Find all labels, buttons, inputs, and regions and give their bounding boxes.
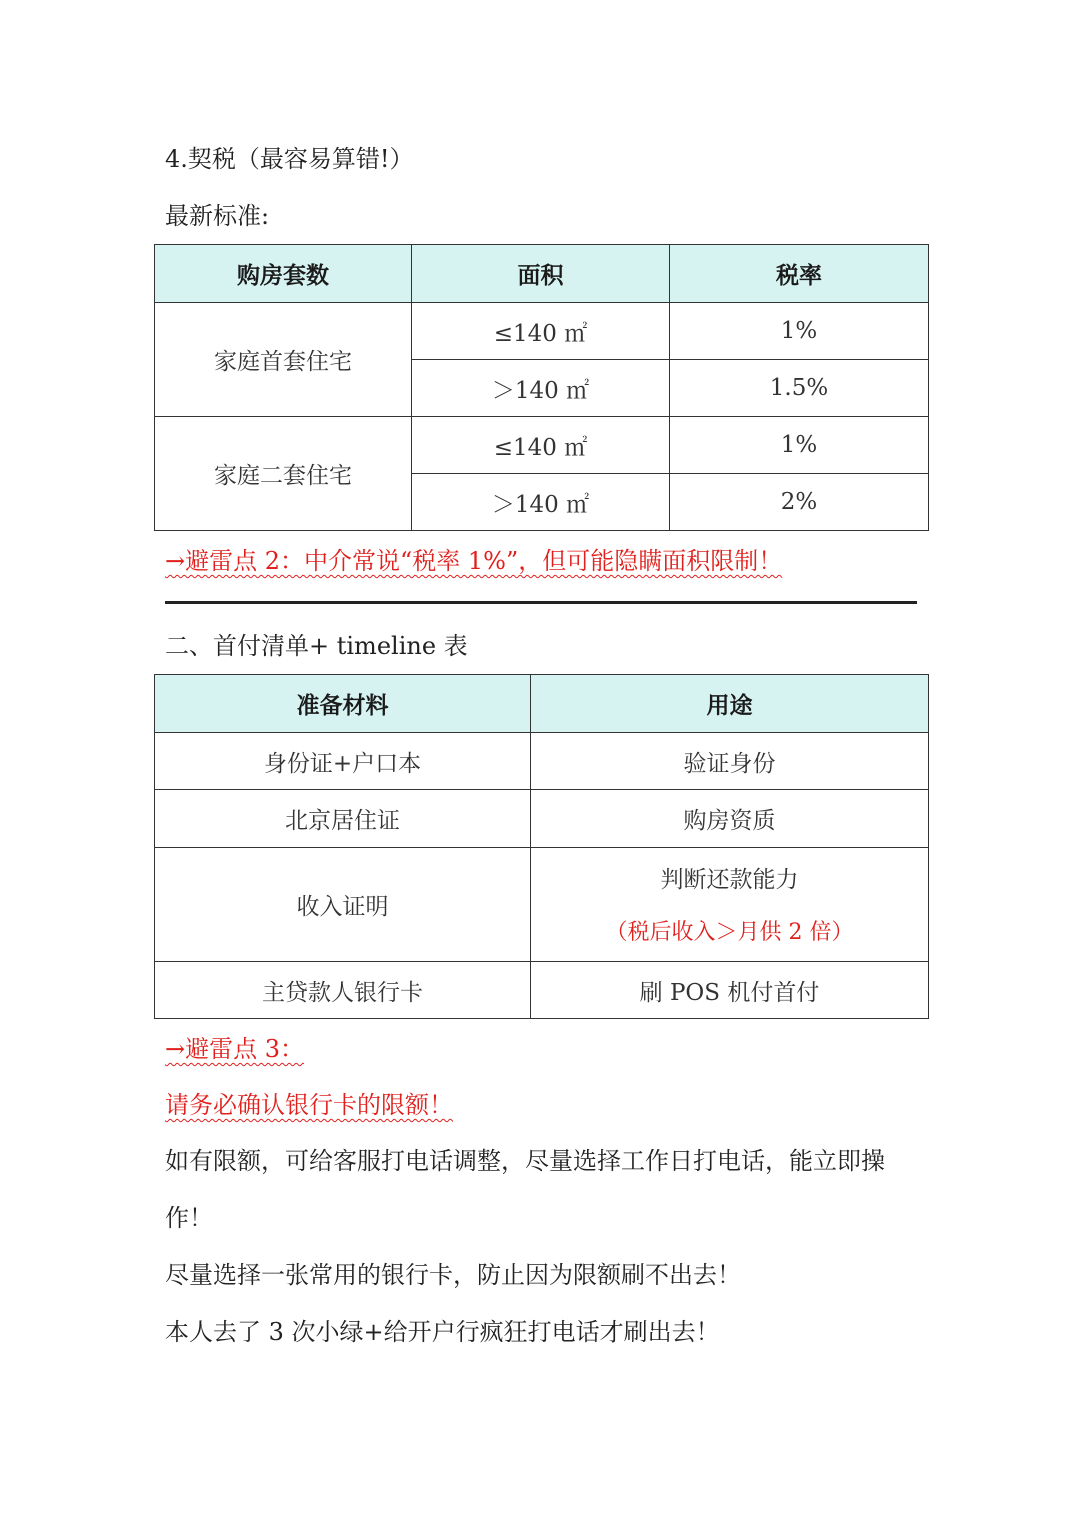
purpose-cell: 购房资质 xyxy=(531,790,929,848)
area-cell: ≤140 ㎡ xyxy=(412,303,670,360)
deed-tax-table xyxy=(154,244,929,531)
area-cell: ＞140 ㎡ xyxy=(412,474,670,531)
paragraph: 尽量选择一张常用的银行卡，防止因为限额刷不出去！ xyxy=(165,1261,741,1289)
header-area: 面积 xyxy=(412,245,670,303)
warning-2: →避雷点 2：中介常说“税率 1%”，但可能隐瞒面积限制！ xyxy=(165,547,783,575)
rate-cell: 1.5% xyxy=(670,360,929,417)
purpose-cell: 验证身份 xyxy=(531,733,929,790)
material-cell: 身份证+户口本 xyxy=(155,733,531,790)
material-cell: 收入证明 xyxy=(155,848,531,962)
purpose-cell: 刷 POS 机付首付 xyxy=(531,962,929,1019)
paragraph: 如有限额，可给客服打电话调整，尽量选择工作日打电话，能立即操 xyxy=(165,1147,885,1175)
header-materials: 准备材料 xyxy=(155,675,531,733)
section-divider xyxy=(165,601,917,604)
header-purpose: 用途 xyxy=(531,675,929,733)
header-house-count: 购房套数 xyxy=(155,245,412,303)
section-heading-deed-tax: 4.契税（最容易算错!） xyxy=(165,145,414,173)
rate-cell: 1% xyxy=(670,303,929,360)
warning-3-title: →避雷点 3： xyxy=(165,1035,305,1063)
material-cell: 主贷款人银行卡 xyxy=(155,962,531,1019)
subheading-latest-standard: 最新标准: xyxy=(165,202,270,230)
down-payment-table xyxy=(154,674,929,1019)
purpose-cell-income xyxy=(531,848,929,962)
rate-cell: 1% xyxy=(670,417,929,474)
rate-cell: 2% xyxy=(670,474,929,531)
section-heading-down-payment: 二、首付清单+ timeline 表 xyxy=(165,632,468,660)
area-cell: ≤140 ㎡ xyxy=(412,417,670,474)
category-second-home: 家庭二套住宅 xyxy=(155,417,412,531)
warning-3-text: 请务必确认银行卡的限额！ xyxy=(165,1091,453,1119)
area-cell: ＞140 ㎡ xyxy=(412,360,670,417)
material-cell: 北京居住证 xyxy=(155,790,531,848)
purpose-text: 判断还款能力 xyxy=(660,866,799,893)
paragraph: 本人去了 3 次小绿+给开户行疯狂打电话才刷出去！ xyxy=(165,1318,720,1346)
income-requirement-note: （税后收入＞月供 2 倍） xyxy=(605,919,854,945)
category-first-home: 家庭首套住宅 xyxy=(155,303,412,417)
header-tax-rate: 税率 xyxy=(670,245,929,303)
paragraph: 作！ xyxy=(165,1204,213,1232)
